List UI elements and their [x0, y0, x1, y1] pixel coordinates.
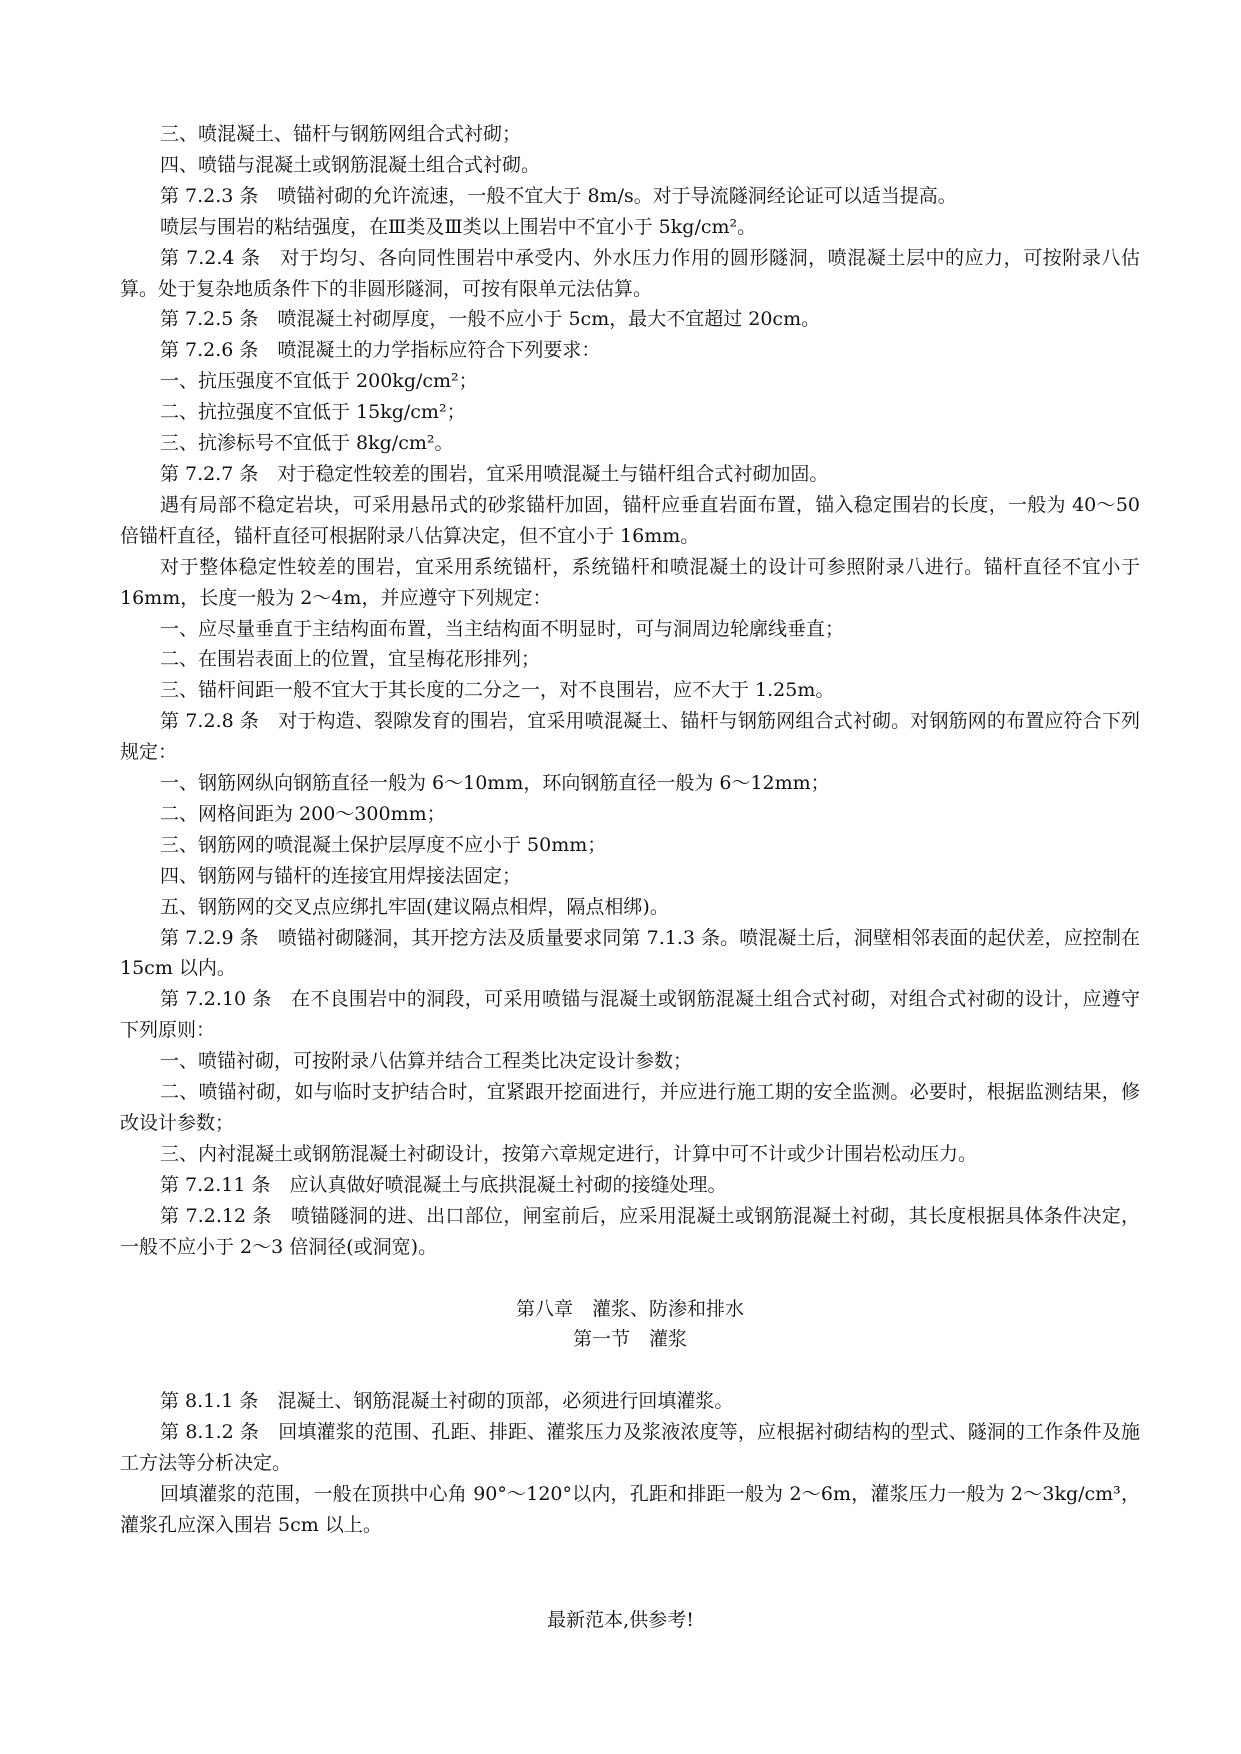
paragraph: 四、喷锚与混凝土或钢筋混凝土组合式衬砌。: [160, 153, 541, 176]
paragraph: 第 7.2.9 条 喷锚衬砌隧洞，其开挖方法及质量要求同第 7.1.3 条。喷混凝土后，洞壁相邻表面的起伏差，应控制在 15cm 以内。: [120, 926, 1140, 980]
paragraph: 一、喷锚衬砌，可按附录八估算并结合工程类比决定设计参数；: [160, 1050, 693, 1073]
paragraph: 喷层与围岩的粘结强度，在Ⅲ类及Ⅲ类以上围岩中不宜小于 5kg/cm²。: [160, 215, 757, 238]
paragraph: 三、抗渗标号不宜低于 8kg/cm²。: [160, 432, 454, 455]
paragraph: 遇有局部不稳定岩块，可采用悬吊式的砂浆锚杆加固，锚杆应垂直岩面布置，锚入稳定围岩的长度，一般为 40～50 倍锚杆直径，锚杆直径可根据附录八估算决定，但不宜小于 16mm。: [120, 493, 1140, 547]
paragraph: 三、钢筋网的喷混凝土保护层厚度不应小于 50mm；: [160, 833, 607, 856]
document-body: [120, 119, 1140, 1541]
paragraph: 第 7.2.12 条 喷锚隧洞的进、出口部位，闸室前后，应采用混凝土或钢筋混凝土衬砌，其长度根据具体条件决定，一般不应小于 2～3 倍洞径(或洞宽)。: [120, 1204, 1140, 1258]
paragraph: 第 8.1.1 条 混凝土、钢筋混凝土衬砌的顶部，必须进行回填灌浆。: [160, 1390, 734, 1413]
paragraph: 二、在围岩表面上的位置，宜呈梅花形排列；: [160, 648, 541, 671]
paragraph: 第 7.2.4 条 对于均匀、各向同性围岩中承受内、外水压力作用的圆形隧洞，喷混凝土层中的应力，可按附录八估算。处于复杂地质条件下的非圆形隧洞，可按有限单元法估算。: [120, 246, 1140, 300]
paragraph: 对于整体稳定性较差的围岩，宜采用系统锚杆，系统锚杆和喷混凝土的设计可参照附录八进行。锚杆直径不宜小于 16mm，长度一般为 2～4m，并应遵守下列规定：: [120, 555, 1140, 609]
section-heading: 第一节 灌浆: [572, 1328, 687, 1351]
paragraph: 第 7.2.5 条 喷混凝土衬砌厚度，一般不应小于 5cm，最大不宜超过 20cm。: [160, 308, 821, 331]
paragraph: 第 7.2.11 条 应认真做好喷混凝土与底拱混凝土衬砌的接缝处理。: [160, 1173, 727, 1196]
footer-note: 最新范本,供参考!: [547, 1609, 694, 1631]
paragraph: 三、喷混凝土、锚杆与钢筋网组合式衬砌；: [160, 123, 522, 145]
paragraph: 第 7.2.6 条 喷混凝土的力学指标应符合下列要求：: [160, 339, 601, 362]
chapter-heading: 第八章 灌浆、防渗和排水: [515, 1297, 744, 1320]
paragraph: 回填灌浆的范围，一般在顶拱中心角 90°～120°以内，孔距和排距一般为 2～6m，灌浆压力一般为 2～3kg/cm³，灌浆孔应深入围岩 5cm 以上。: [120, 1483, 1140, 1536]
paragraph: 第 8.1.2 条 回填灌浆的范围、孔距、排距、灌浆压力及浆液浓度等，应根据衬砌结构的型式、隧洞的工作条件及施工方法等分析决定。: [120, 1421, 1140, 1475]
paragraph: 第 7.2.3 条 喷锚衬砌的允许流速，一般不宜大于 8m/s。对于导流隧洞经论证可以适当提高。: [160, 184, 957, 207]
paragraph: 一、抗压强度不宜低于 200kg/cm²；: [160, 370, 478, 393]
paragraph: 第 7.2.10 条 在不良围岩中的洞段，可采用喷锚与混凝土或钢筋混凝土组合式衬砌，对组合式衬砌的设计，应遵守下列原则：: [120, 988, 1140, 1042]
paragraph: 一、应尽量垂直于主结构面布置，当主结构面不明显时，可与洞周边轮廓线垂直；: [160, 617, 845, 640]
paragraph: 第 7.2.8 条 对于构造、裂隙发育的围岩，宜采用喷混凝土、锚杆与钢筋网组合式衬砌。对钢筋网的布置应符合下列规定：: [120, 710, 1140, 764]
paragraph: 二、抗拉强度不宜低于 15kg/cm²；: [160, 401, 466, 424]
paragraph: 一、钢筋网纵向钢筋直径一般为 6～10mm，环向钢筋直径一般为 6～12mm；: [160, 772, 830, 795]
paragraph: 二、喷锚衬砌，如与临时支护结合时，宜紧跟开挖面进行，并应进行施工期的安全监测。必要时，根据监测结果，修改设计参数；: [120, 1081, 1140, 1134]
paragraph: 五、钢筋网的交叉点应绑扎牢固(建议隔点相焊，隔点相绑)。: [160, 895, 669, 918]
paragraph: 四、钢筋网与锚杆的连接宜用焊接法固定；: [160, 864, 522, 887]
paragraph: 三、内衬混凝土或钢筋混凝土衬砌设计，按第六章规定进行，计算中可不计或少计围岩松动压力。: [160, 1142, 978, 1165]
paragraph: 二、网格间距为 200～300mm；: [160, 802, 446, 825]
paragraph: 第 7.2.7 条 对于稳定性较差的围岩，宜采用喷混凝土与锚杆组合式衬砌加固。: [160, 462, 829, 485]
paragraph: 三、锚杆间距一般不宜大于其长度的二分之一，对不良围岩，应不大于 1.25m。: [160, 679, 835, 702]
